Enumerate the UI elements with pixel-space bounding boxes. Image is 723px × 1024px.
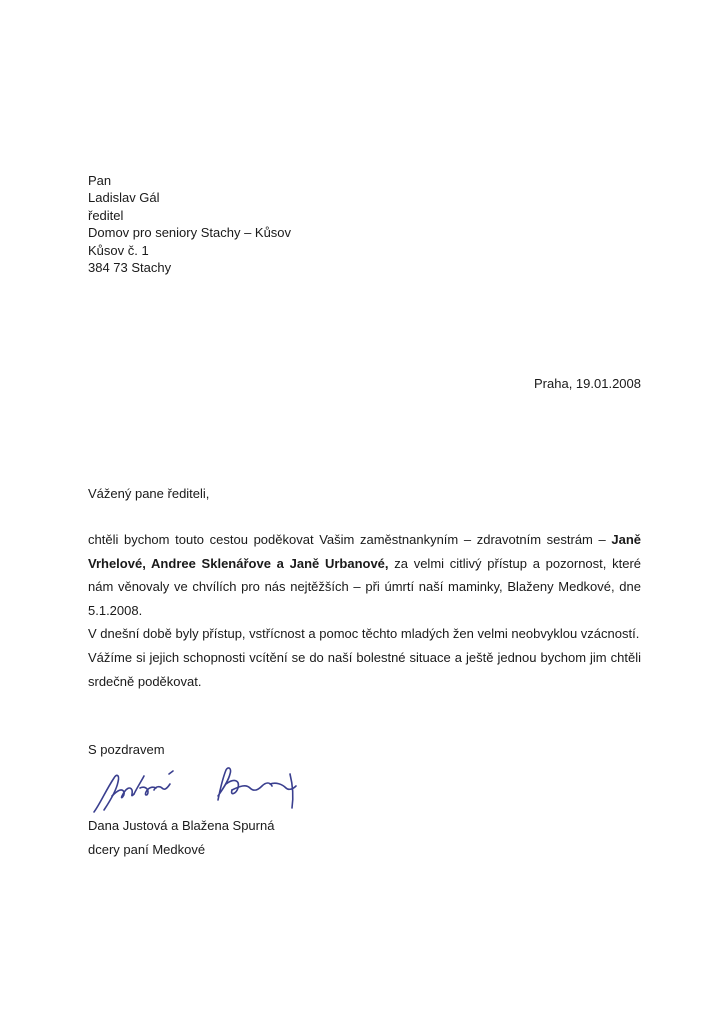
letter-body	[88, 528, 641, 693]
recipient-street: Kůsov č. 1	[88, 242, 149, 258]
paragraph-1-end: za velmi citlivý přístup a pozornost, které nám věnovaly ve chvílích pro nás nejtěžších – při úmrtí naší maminky, Blaženy Medkové, dne 5.1.2008.	[88, 555, 641, 618]
nurse-names: Janě Vrhelové, Andree Sklenářove a Janě Urbanové,	[88, 532, 641, 571]
paragraph-2: V dnešní době byly přístup, vstřícnost a pomoc těchto mladých žen velmi neobvyklou vzácností.	[88, 626, 640, 642]
recipient-city: 384 73 Stachy	[88, 260, 172, 276]
letter-date: Praha, 19.01.2008	[534, 376, 641, 391]
recipient-address	[88, 172, 291, 276]
recipient-position: ředitel	[88, 207, 124, 223]
signer-relation: dcery paní Medkové	[88, 841, 206, 857]
recipient-name: Ladislav Gál	[88, 190, 160, 206]
signers-block	[88, 814, 274, 861]
paragraph-3: Vážíme si jejich schopnosti vcítění se do naší bolestné situace a ještě jednou bychom jim chtěli srdečně poděkovat.	[88, 649, 641, 689]
signer-names: Dana Justová a Blažena Spurná	[88, 818, 275, 833]
paragraph-1	[88, 528, 641, 622]
closing: S pozdravem	[88, 742, 165, 757]
salutation: Vážený pane řediteli,	[88, 486, 210, 501]
paragraph-1-start: chtěli bychom touto cestou poděkovat Vašim zaměstnankyním – zdravotním sestrám –	[88, 532, 612, 547]
recipient-organization: Domov pro seniory Stachy – Kůsov	[88, 225, 292, 241]
recipient-title: Pan	[88, 173, 112, 188]
